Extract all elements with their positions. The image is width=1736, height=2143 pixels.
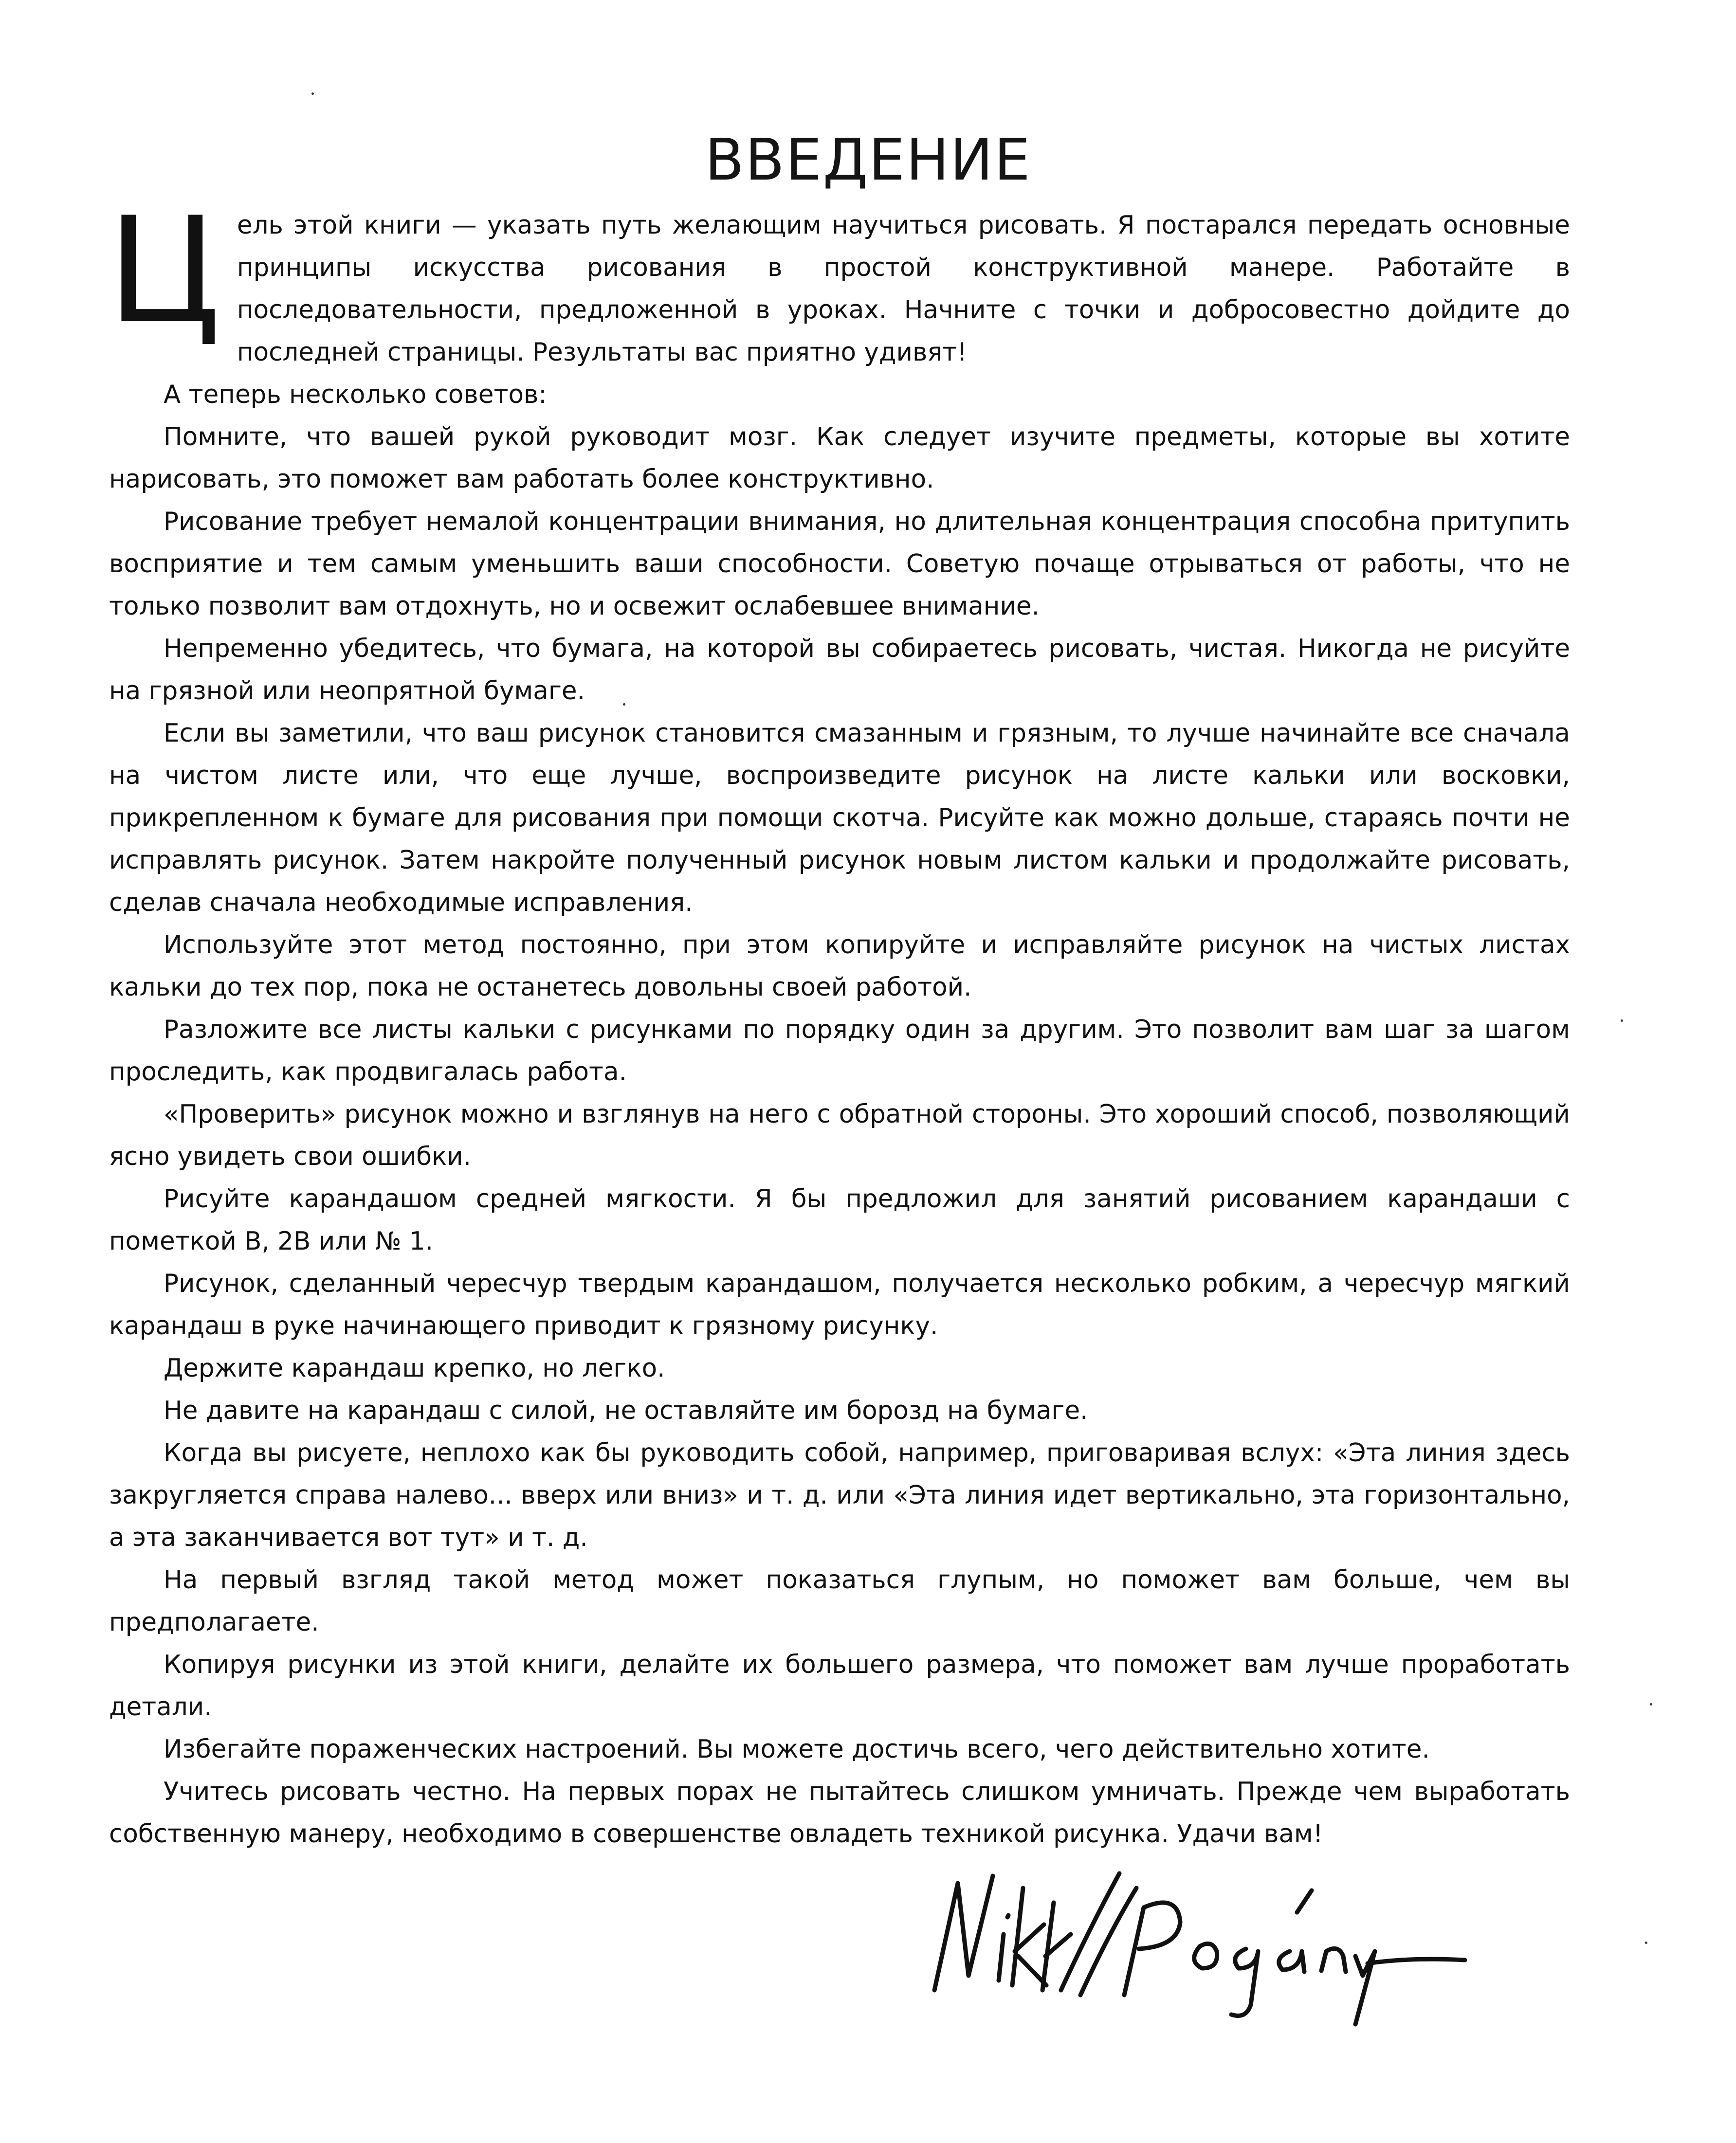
author-signature: [915, 1830, 1480, 2034]
paragraph-check-reverse: «Проверить» рисунок можно и взглянув на него с обратной стороны. Это хороший способ, позволяющий ясно увидеть свои ошибки.: [109, 1100, 1570, 1171]
scan-speck: [1621, 1019, 1623, 1022]
paragraph-advice-intro: А теперь несколько советов:: [164, 380, 547, 409]
paragraph-hold-pencil: Держите карандаш крепко, но легко.: [164, 1354, 665, 1383]
paragraph-copy-larger: Копируя рисунки из этой книги, делайте их большего размера, что поможет вам лучше проработать детали.: [109, 1650, 1570, 1722]
paragraph-avoid-defeatism: Избегайте пораженческих настроений. Вы можете достичь всего, чего действительно хотите.: [164, 1735, 1430, 1764]
paragraph-draw-honestly: Учитесь рисовать честно. На первых порах не пытайтесь слишком умничать. Прежде чем выработать собственную манеру, необходимо в совершенстве овладеть техникой рисунка. Удачи вам!: [109, 1777, 1570, 1849]
paragraph-method: Используйте этот метод постоянно, при этом копируйте и исправляйте рисунок на чистых листах кальки до тех пор, пока не останетесь довольны своей работой.: [109, 930, 1570, 1002]
scan-speck: [1645, 1942, 1647, 1944]
scan-speck: [311, 92, 314, 95]
paragraph-guide-yourself: Когда вы рисуете, неплохо как бы руководить собой, например, приговаривая вслух: «Эта линия здесь закругляется справа налево... вверх или вниз» и т. д. или «Эта линия идет вертикально, эта горизонтально, а эта заканчивается вот тут» и т. д.: [109, 1438, 1570, 1552]
paragraph-sheets-order: Разложите все листы кальки с рисунками по порядку один за другим. Это позволит вам шаг за шагом проследить, как продвигалась работа.: [109, 1015, 1570, 1087]
paragraph-brain: Помните, что вашей рукой руководит мозг. Как следует изучите предметы, которые вы хотите нарисовать, это поможет вам работать более конструктивно.: [109, 422, 1570, 494]
paragraph-clean-paper: Непременно убедитесь, что бумага, на которой вы собираетесь рисовать, чистая. Никогда не рисуйте на грязной или неопрятной бумаге.: [109, 634, 1570, 706]
intro-paragraph: [107, 186, 1570, 374]
scan-speck: [1650, 1703, 1652, 1706]
page-title: ВВЕДЕНИЕ: [705, 126, 1031, 194]
paragraph-no-pressure: Не давите на карандаш с силой, не оставляйте им борозд на бумаге.: [164, 1396, 1088, 1425]
paragraph-concentration: Рисование требует немалой концентрации внимания, но длительная концентрация способна притупить восприятие и тем самым уменьшить ваши способности. Советую почаще отрываться от работы, что не только позволит вам отдохнуть, но и освежит ослабевшее внимание.: [109, 507, 1570, 621]
body-text: [107, 186, 1570, 1855]
paragraph-tracing-paper: Если вы заметили, что ваш рисунок становится смазанным и грязным, то лучше начинайте все сначала на чистом листе или, что еще лучше, воспроизведите рисунок на листе кальки или восковки, прикрепленном к бумаге для рисования при помощи скотча. Рисуйте как можно дольше, стараясь почти не исправлять рисунок. Затем накройте полученный рисунок новым листом кальки и продолжайте рисовать, сделав сначала необходимые исправления.: [109, 719, 1570, 917]
scan-speck: [623, 703, 625, 706]
paragraph-first-glance: На первый взгляд такой метод может показаться глупым, но поможет вам больше, чем вы предполагаете.: [109, 1565, 1570, 1637]
paragraph-hard-pencil: Рисунок, сделанный чересчур твердым карандашом, получается несколько робким, а чересчур мягкий карандаш в руке начинающего приводит к грязному рисунку.: [109, 1269, 1570, 1341]
paragraph-pencil-softness: Рисуйте карандашом средней мягкости. Я бы предложил для занятий рисованием карандаши с пометкой В, 2В или № 1.: [109, 1184, 1570, 1256]
intro-text: ель этой книги — указать путь желающим научиться рисовать. Я постарался передать основные принципы искусства рисования в простой конструктивной манере. Работайте в последовательности, предложенной в уроках. Начните с точки и добросовестно дойдите до последней страницы. Результаты вас приятно удивят!: [237, 211, 1570, 367]
dropcap-letter: Ц: [107, 186, 220, 356]
